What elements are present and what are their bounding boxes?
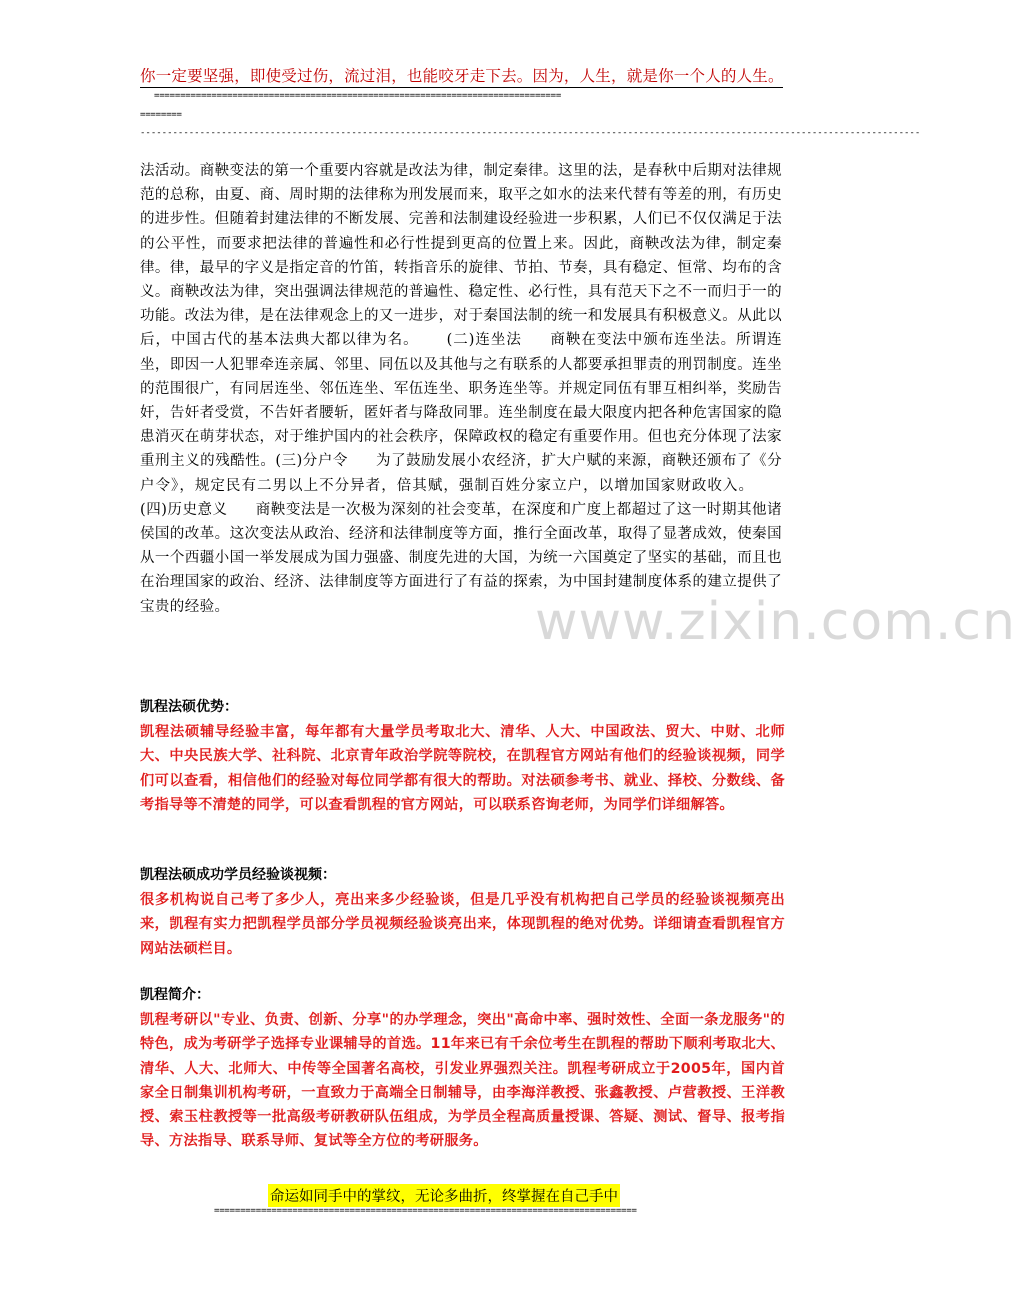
header-rule: [140, 87, 783, 88]
article-body: [140, 159, 782, 619]
section-body: 凯程法硕辅导经验丰富，每年都有大量学员考取北大、清华、人大、中国政法、贸大、中财、北师大、中央民族大学、社科院、北京青年政治学院等院校，在凯程官方网站有他们的经验谈视频，同学们可以查看，相信他们的经验对每位同学都有很大的帮助。对法硕参考书、就业、择校、分数线、备考指导等不清楚的同学，可以查看凯程的官方网站，可以联系咨询老师，为同学们详细解答。: [140, 724, 785, 813]
section-title: 凯程简介：: [140, 987, 210, 1003]
paragraph-household-order: 为了鼓励发展小农经济，扩大户赋的来源，商鞅还颁布了《分户令》，规定民有二男以上不分异者，倍其赋，强制百姓分家立户，以增加国家财政收入。: [140, 453, 782, 494]
paragraph-collective-punishment: 商鞅在变法中颁布连坐法。所谓连坐，即因一人犯罪牵连亲属、邻里、同伍以及其他与之有联系的人都要承担罪责的刑罚制度。连坐的范围很广，有同居连坐、邻伍连坐、军伍连坐、职务连坐等。并规定同伍有罪互相纠举，奖励告奸，告奸者受赏，不告奸者腰斩，匿奸者与降敌同罪。连坐制度在最大限度内把各种危害国家的隐患消灭在萌芽状态，对于维护国内的社会秩序，保障政权的稳定有重要作用。但也充分体现了法家重刑主义的残酷性。: [140, 332, 782, 470]
separator-dashes: ------------------------------------------------------------------------------------------------------------------------------------------------: [140, 128, 921, 138]
section-body: 很多机构说自己考了多少人，亮出来多少经验谈，但是几乎没有机构把自己学员的经验谈视频亮出来，凯程有实力把凯程学员部分学员视频经验谈亮出来，体现凯程的绝对优势。详细请查看凯程官方网站法硕栏目。: [140, 892, 785, 957]
section-introduction: [140, 985, 785, 1154]
section-success-videos: [140, 865, 785, 961]
heading-collective-punishment: (二)连坐法: [446, 332, 522, 349]
paragraph-historical-significance: 商鞅变法是一次极为深刻的社会变革，在深度和广度上都超过了这一时期其他诸侯国的改革。这次变法从政治、经济和法律制度等方面，推行全面改革，取得了显著成效，使秦国从一个西疆小国一举发展成为国力强盛、制度先进的大国，为统一六国奠定了坚实的基础，而且也在治理国家的政治、经济、法律制度等方面进行了有益的探索，为中国封建制度体系的建立提供了宝贵的经验。: [140, 501, 782, 615]
separator-equals-1: ==============================================================================: [154, 91, 562, 101]
section-title: 凯程法硕优势：: [140, 699, 238, 715]
heading-household-order: (三)分户令: [275, 453, 348, 470]
footer-separator-equals: =================================================================================: [214, 1206, 637, 1216]
header-quote: 你一定要坚强，即使受过伤，流过泪，也能咬牙走下去。因为，人生，就是你一个人的人生。: [140, 67, 784, 85]
section-title: 凯程法硕成功学员经验谈视频：: [140, 867, 336, 883]
section-body: 凯程考研以"专业、负责、创新、分享"的办学理念，突出"高命中率、强时效性、全面一条龙服务"的特色，成为考研学子选择专业课辅导的首选。11年来已有千余位考生在凯程的帮助下顺利考取北大、清华、人大、北师大、中传等全国著名高校，引发业界强烈关注。凯程考研成立于2005年，国内首家全日制集训机构考研，一直致力于高端全日制辅导，由李海洋教授、张鑫教授、卢营教授、王洋教授、索玉柱教授等一批高级考研教研队伍组成，为学员全程高质量授课、答疑、测试、督导、报考指导、方法指导、联系导师、复试等全方位的考研服务。: [140, 1012, 785, 1150]
heading-historical-significance: (四)历史意义: [140, 501, 228, 518]
separator-equals-2: ========: [140, 110, 182, 120]
paragraph-law-reform: 法活动。商鞅变法的第一个重要内容就是改法为律，制定秦律。这里的法，是春秋中后期对法律规范的总称，由夏、商、周时期的法律称为刑发展而来，取平之如水的法来代替有等差的刑，有历史的进步性。但随着封建法律的不断发展、完善和法制建设经验进一步积累，人们已不仅仅满足于法的公平性，而要求把法律的普遍性和必行性提到更高的位置上来。因此，商鞅改法为律，制定秦律。律，最早的字义是指定音的竹笛，转指音乐的旋律、节拍、节奏，具有稳定、恒常、均布的含义。商鞅改法为律，突出强调法律规范的普遍性、稳定性、必行性，具有范天下之不一而归于一的功能。改法为律，是在法律观念上的又一进步，对于秦国法制的统一和发展具有积极意义。从此以后，中国古代的基本法典大都以律为名。: [140, 163, 782, 349]
footer-quote: 命运如同手中的掌纹，无论多曲折，终掌握在自己手中: [268, 1184, 620, 1207]
section-advantages: [140, 697, 785, 817]
watermark: www.zixin.com.cn: [535, 592, 1016, 652]
